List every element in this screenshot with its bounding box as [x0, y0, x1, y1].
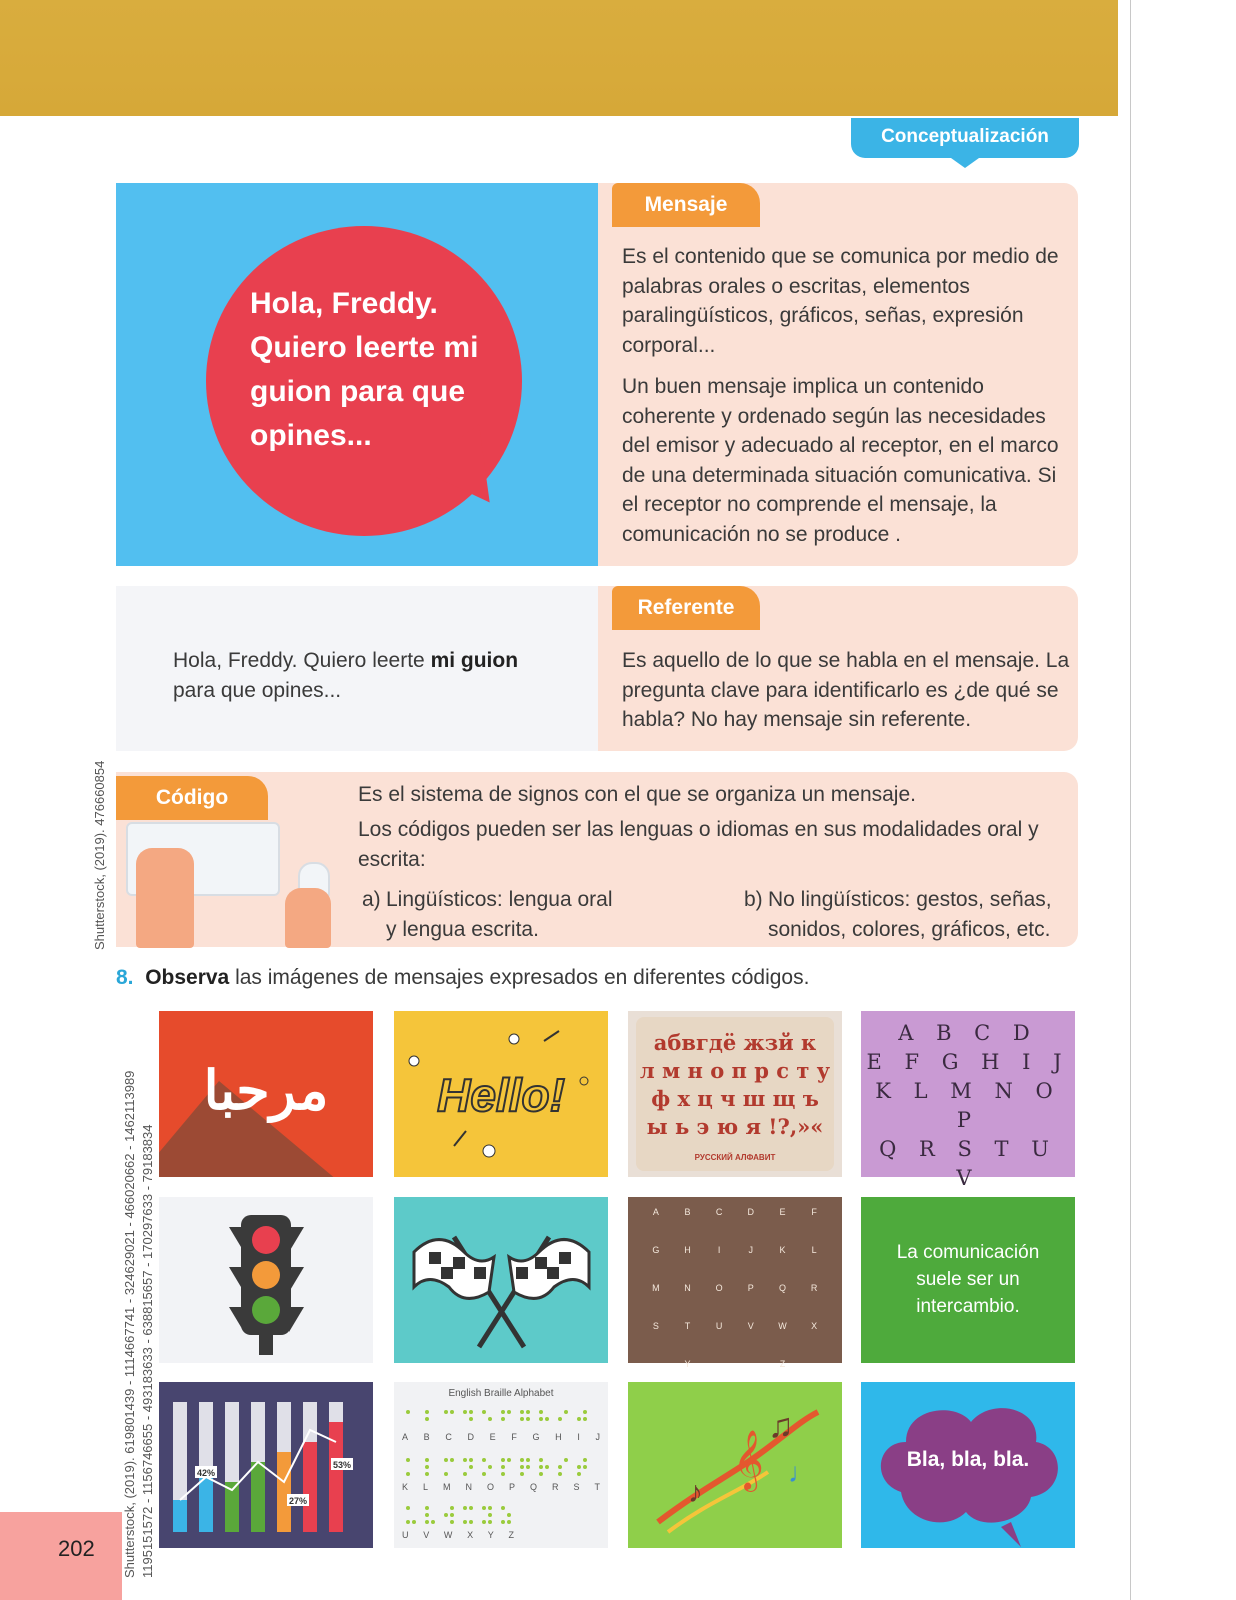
sign-i: I [717, 1245, 721, 1255]
sign-a: A [652, 1207, 659, 1217]
svg-text:♫: ♫ [768, 1407, 794, 1445]
sign-m: M [652, 1283, 660, 1293]
speech-bubble-text: Hola, Freddy. Quiero leerte mi guion para que opines... [250, 287, 479, 452]
top-color-band [0, 0, 1118, 116]
referente-tag: Referente [612, 586, 760, 630]
tile-arabic-greeting [159, 1011, 373, 1177]
sign-o: O [715, 1283, 723, 1293]
mensaje-explanation: Un buen mensaje implica un contenido coherente y ordenado según las necesidades del emisor y adecuado al receptor, en el marco de una determinada situación comunicativa. Si el receptor no comprende el mensaje, la comunicación no se produce . [622, 375, 1059, 546]
braille-title: English Braille Alphabet [448, 1388, 554, 1399]
tile-runic-alphabet [861, 1011, 1075, 1190]
sign-n: N [684, 1283, 691, 1293]
green-message-text: La comunicación suele ser un intercambio. [896, 1242, 1040, 1317]
braille-dots [394, 1382, 608, 1548]
left-hand-icon [136, 848, 194, 948]
arabic-word: مرحبا [203, 1061, 329, 1121]
referente-example-text: Hola, Freddy. Quiero leerte mi guion para que opines... [173, 649, 519, 702]
runic-letters: A B C D E F G H I J K L M N O P Q R S T U V [866, 1021, 1070, 1190]
sign-t: T [684, 1321, 691, 1331]
question-text: las imágenes de mensajes expresados en diferentes códigos. [229, 966, 810, 989]
codigo-a-text: Lingüísticos: lengua oral y lengua escrita. [386, 888, 613, 941]
braille-row-1-letters: A B C D E F G H I J [402, 1432, 600, 1442]
sign-r: R [810, 1283, 818, 1293]
sign-b: B [684, 1207, 691, 1217]
tile-traffic-light [159, 1197, 373, 1363]
question-8 [116, 966, 809, 990]
tile-hello [394, 1011, 608, 1177]
svg-text:♩: ♩ [788, 1457, 816, 1488]
sign-d: D [747, 1207, 755, 1217]
mensaje-definition: Es el contenido que se comunica por medio de palabras orales o escritas, elementos paralingüísticos, gráficos, señas, expresión corporal... [622, 245, 1059, 357]
infographic-chart [159, 1382, 373, 1548]
right-hand-icon [285, 888, 331, 948]
question-verb: Observa [145, 966, 230, 989]
question-number: 8. [116, 966, 134, 989]
sign-c: C [715, 1207, 723, 1217]
tile-russian-alphabet [628, 1011, 842, 1177]
cloud-text: Bla, bla, bla. [906, 1448, 1030, 1471]
sign-y: Y [684, 1359, 691, 1369]
sign-hand-grid [640, 1207, 830, 1391]
svg-text:53%: 53% [332, 1460, 352, 1470]
svg-text:27%: 27% [288, 1496, 308, 1506]
music-notes-icon [628, 1382, 842, 1548]
sign-k: K [779, 1245, 786, 1255]
referente-highlight: mi guion [430, 649, 519, 672]
braille-row-2-letters: K L M N O P Q R S T [402, 1482, 600, 1492]
page-number: 202 [58, 1536, 95, 1561]
sign-s: S [652, 1321, 659, 1331]
tile-bar-chart [159, 1382, 373, 1548]
sign-p: P [747, 1283, 754, 1293]
svg-text:♪: ♪ [688, 1476, 703, 1509]
codigo-a-label: a) [362, 888, 381, 911]
hello-lettering: Hello! [437, 1069, 565, 1121]
tile-checkered-flags [394, 1197, 608, 1363]
sign-l: L [811, 1245, 817, 1255]
photo-credit-bottom-2: 1195151572 - 1156746655 - 493183633 - 638815657 - 170297633 - 79183834 [140, 1124, 155, 1578]
codigo-description: Los códigos pueden ser las lenguas o idiomas en sus modalidades oral y escrita: [358, 818, 1039, 871]
traffic-light-icon [159, 1197, 373, 1363]
hello-decorations [394, 1011, 608, 1177]
sign-j: J [748, 1245, 754, 1255]
svg-text:42%: 42% [196, 1468, 216, 1478]
codigo-b-label: b) [744, 888, 763, 911]
sign-w: W [778, 1321, 787, 1331]
codigo-b-text: No lingüísticos: gestos, señas, sonidos, colores, gráficos, etc. [768, 888, 1052, 941]
page-number-block [0, 1512, 122, 1600]
sign-u: U [715, 1321, 723, 1331]
codigo-tag: Código [116, 776, 268, 820]
tile-green-message [861, 1197, 1075, 1363]
tile-music-notes [628, 1382, 842, 1548]
sign-g: G [652, 1245, 660, 1255]
sign-v: V [747, 1321, 754, 1331]
sign-h: H [684, 1245, 691, 1255]
sign-z: Z [779, 1359, 786, 1369]
section-tab: Conceptualización [851, 118, 1079, 158]
svg-text:𝄞: 𝄞 [733, 1431, 764, 1489]
braille-row-3-letters: U V W X Y Z [402, 1530, 514, 1540]
sign-e: E [779, 1207, 786, 1217]
russian-letters: абвгдё жзй к л м н о п р с т у ф х ц ч ш щ ъ ы ь э ю я !?,»« [639, 1030, 831, 1139]
tile-braille [394, 1382, 608, 1548]
tile-bla-bla [861, 1382, 1075, 1548]
sign-q: Q [778, 1283, 786, 1293]
codigo-definition: Es el sistema de signos con el que se organiza un mensaje. [358, 783, 916, 806]
checkered-flags-icon [394, 1197, 608, 1363]
tile-sign-language [628, 1197, 842, 1369]
mensaje-tag: Mensaje [612, 183, 760, 227]
sign-x: X [811, 1321, 818, 1331]
page-edge-line [1130, 0, 1131, 1600]
photo-credit-bottom-1: Shutterstock, (2019). 619801439 - 1114667741 - 324629021 - 466020662 - 1462113989 [122, 1070, 137, 1578]
russian-caption: РУССКИЙ АЛФАВИТ [694, 1153, 776, 1162]
sign-f: F [811, 1207, 817, 1217]
referente-definition: Es aquello de lo que se habla en el mensaje. La pregunta clave para identificarlo es ¿de qué se habla? No hay mensaje sin referente. [622, 649, 1070, 731]
photo-credit-top: Shutterstock, (2019). 476660854 [92, 760, 107, 950]
